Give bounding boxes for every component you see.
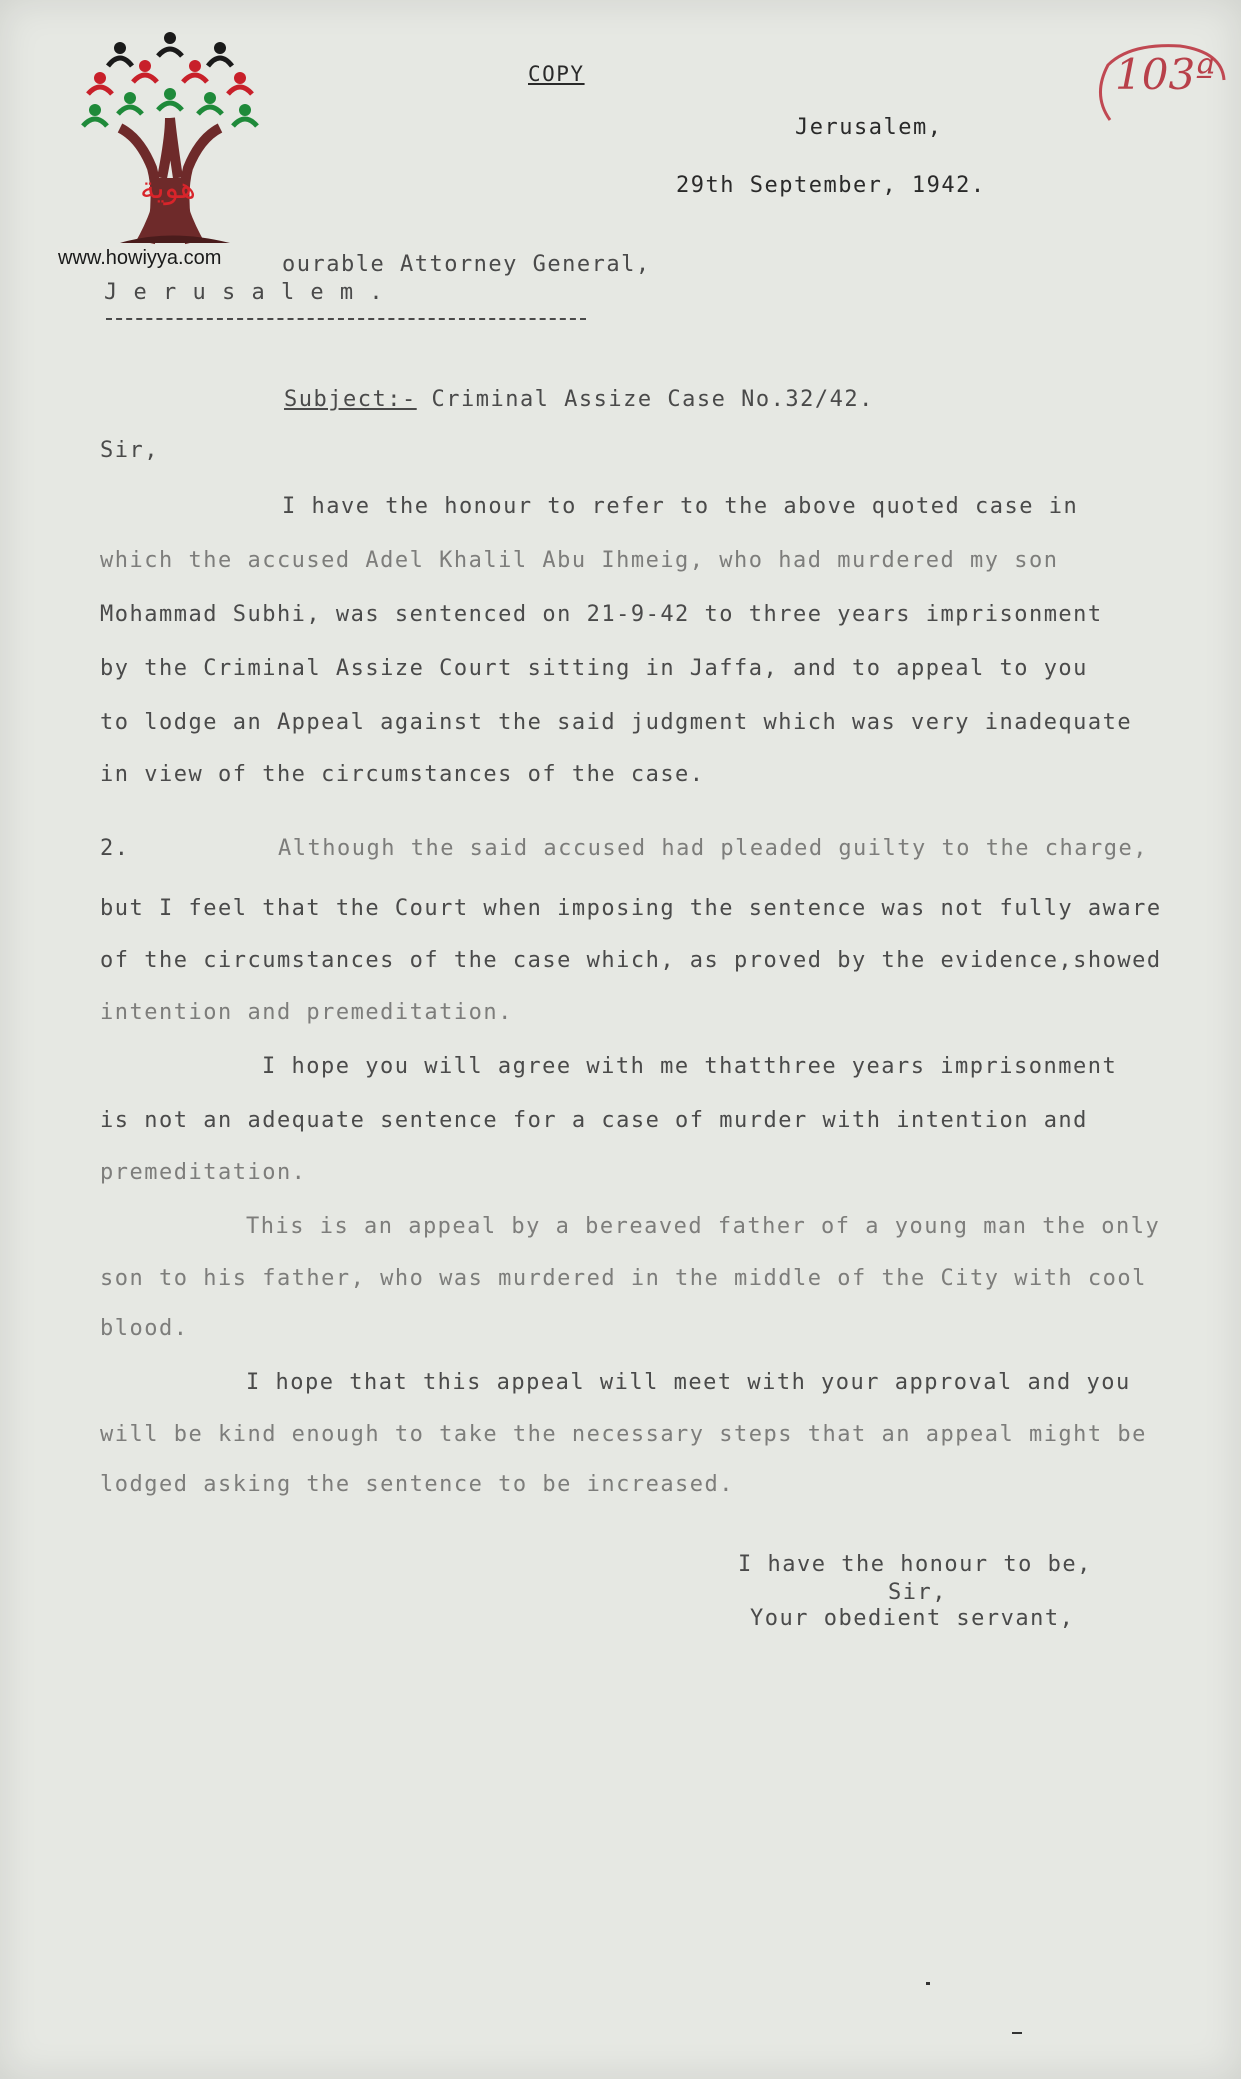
p3-line: premeditation. — [100, 1160, 307, 1185]
logo-arabic-text: هوية — [140, 171, 196, 206]
p2-number: 2. — [100, 836, 130, 861]
subject-line — [284, 387, 874, 412]
paper-speck — [926, 1982, 930, 1985]
p1-line: I have the honour to refer to the above quoted case in — [282, 494, 1079, 519]
p3-line: I hope you will agree with me thatthree years imprisonment — [262, 1054, 1118, 1079]
p1-line: in view of the circumstances of the case. — [100, 762, 705, 787]
divider-dashes — [106, 318, 586, 320]
p1-line: to lodge an Appeal against the said judgment which was very inadequate — [100, 710, 1133, 735]
p5-line: will be kind enough to take the necessary steps that an appeal might be — [100, 1422, 1147, 1447]
addressee-line1: ourable Attorney General, — [282, 252, 651, 277]
addressee-line2: J e r u s a l e m . — [104, 280, 385, 305]
watermark-url: www.howiyya.com — [58, 247, 222, 269]
p2-line: of the circumstances of the case which, as proved by the evidence,showed — [100, 948, 1162, 973]
subject-label: Subject:- — [284, 387, 417, 412]
p4-line: This is an appeal by a bereaved father of a young man the only — [246, 1214, 1161, 1239]
p5-line: lodged asking the sentence to be increased. — [100, 1472, 735, 1497]
p4-line: son to his father, who was murdered in the middle of the City with cool — [100, 1266, 1147, 1291]
paper-speck — [1012, 2032, 1022, 2034]
p1-line: which the accused Adel Khalil Abu Ihmeig, who had murdered my son — [100, 548, 1059, 573]
copy-label: COPY — [528, 62, 585, 86]
closing-line1: I have the honour to be, — [738, 1552, 1092, 1577]
ref-number: 103ª — [1115, 50, 1216, 99]
p1-line: by the Criminal Assize Court sitting in Jaffa, and to appeal to you — [100, 656, 1088, 681]
p1-line: Mohammad Subhi, was sentenced on 21-9-42 to three years imprisonment — [100, 602, 1103, 627]
p2-line: intention and premeditation. — [100, 1000, 513, 1025]
p4-line: blood. — [100, 1316, 189, 1341]
closing-line2: Sir, — [888, 1580, 947, 1605]
p2-line: but I feel that the Court when imposing the sentence was not fully aware — [100, 896, 1162, 921]
p3-line: is not an adequate sentence for a case of murder with intention and — [100, 1108, 1088, 1133]
header-city: Jerusalem, — [795, 115, 943, 140]
howiyya-tree-logo — [80, 28, 260, 248]
salutation: Sir, — [100, 438, 159, 463]
subject-text: Criminal Assize Case No.32/42. — [431, 387, 874, 412]
closing-line3: Your obedient servant, — [750, 1606, 1075, 1631]
p2-line: Although the said accused had pleaded guilty to the charge, — [278, 836, 1148, 861]
p5-line: I hope that this appeal will meet with your approval and you — [246, 1370, 1131, 1395]
header-date: 29th September, 1942. — [676, 173, 986, 198]
